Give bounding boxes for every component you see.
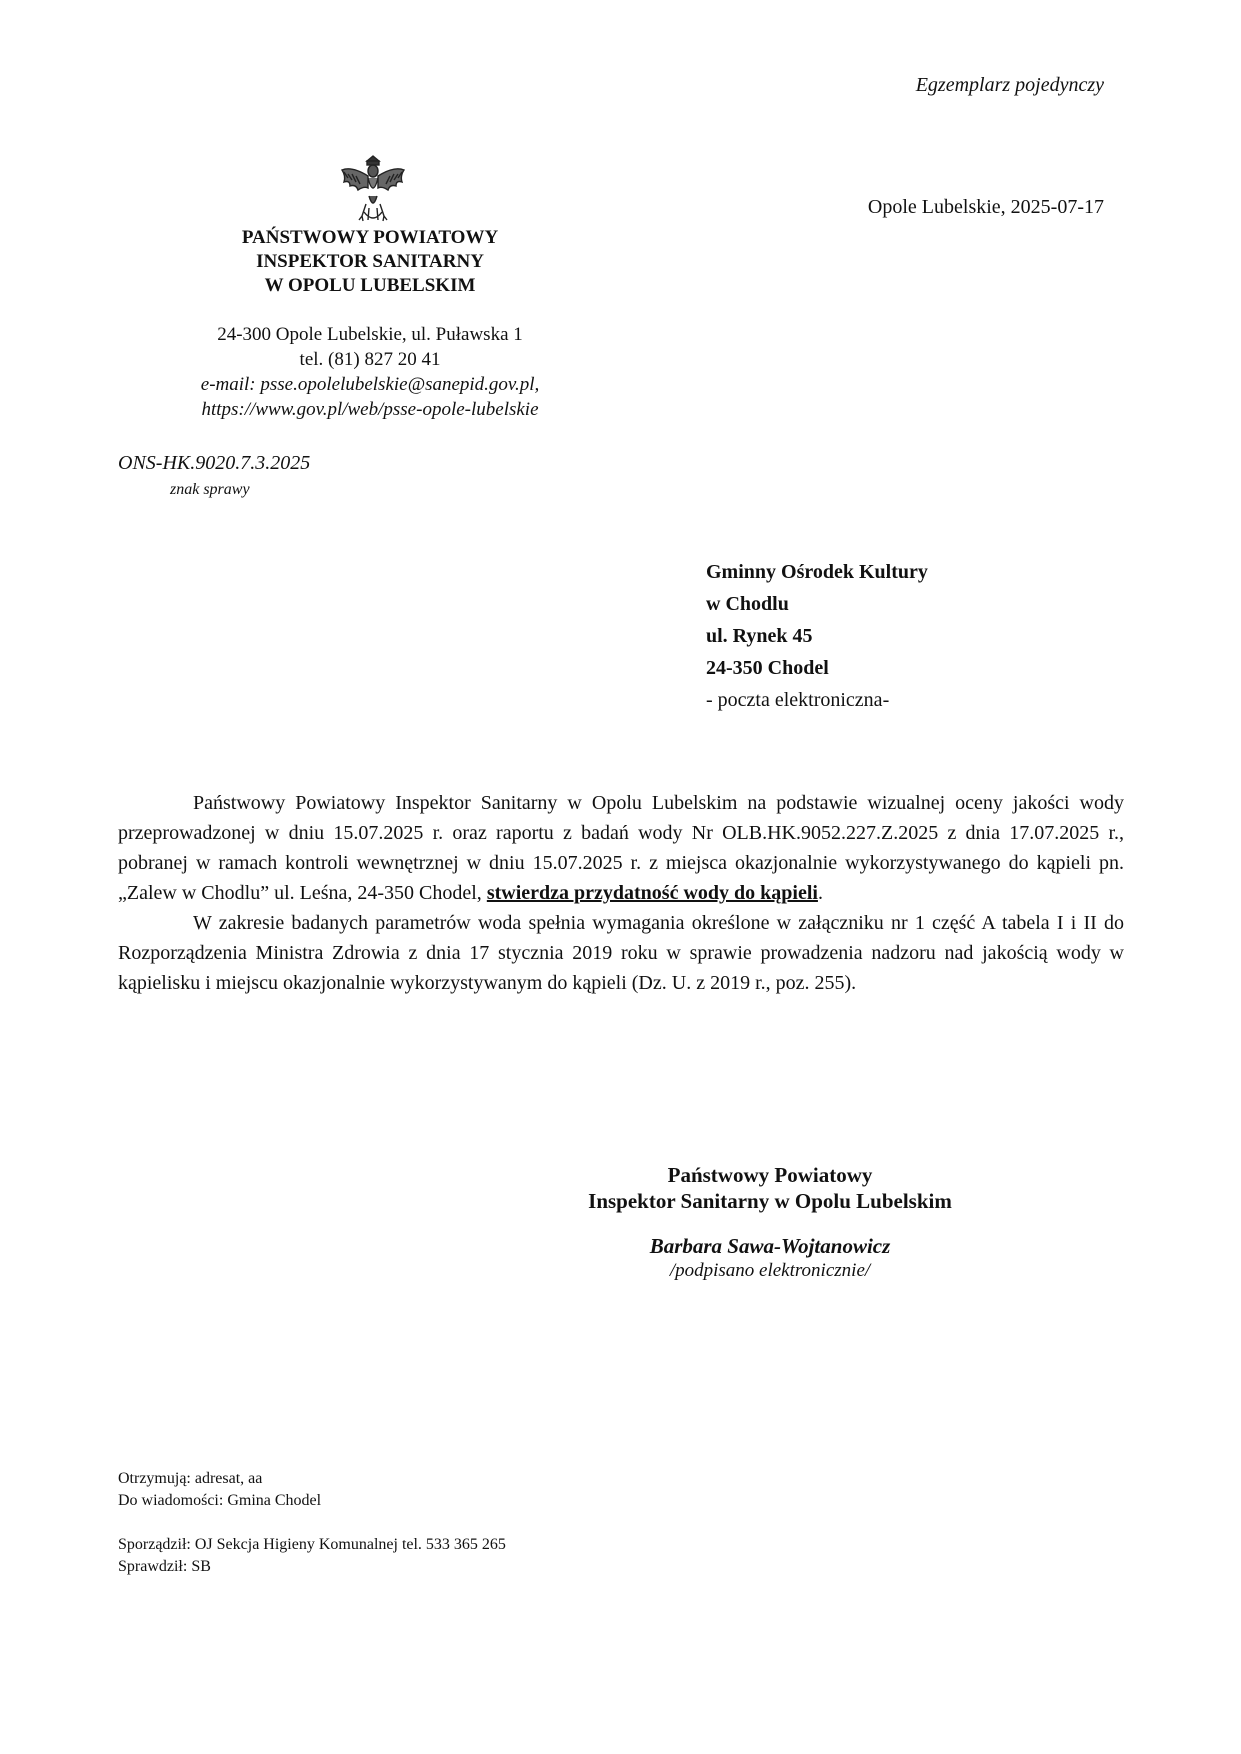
authority-line-3: W OPOLU LUBELSKIM [264,275,476,296]
signature-note: /podpisano elektronicznie/ [669,1260,871,1281]
recipient-block [706,556,928,716]
case-number-label: znak sprawy [170,481,250,498]
recipient-line-2: w Chodlu [706,593,789,615]
recipient-delivery: - poczta elektroniczna- [706,689,890,711]
signature-block [540,1162,1000,1283]
authority-contact [130,322,610,422]
footer-receives: Otrzymują: adresat, aa [118,1470,263,1487]
body-paragraph-1-end: . [817,882,823,904]
authority-header [170,226,570,298]
signature-title-2: Inspektor Sanitarny w Opolu Lubelskim [588,1189,952,1213]
authority-line-1: PAŃSTWOWY POWIATOWY [241,227,499,248]
letter-body [118,788,1124,998]
footer-checked: Sprawdził: SB [118,1558,211,1575]
footer-notes [118,1468,506,1578]
body-paragraph-1-text: Państwowy Powiatowy Inspektor Sanitarny w Opolu Lubelskim na podstawie wizualnej oceny jakości wody przeprowadzonej w dniu 15.07.2025 r. oraz raportu z badań wody Nr OLB.HK.9052.227.Z.2025 z dnia 17.07.2025 r., pobranej w ramach kontroli wewnętrznej w dniu 15.07.2025 r. z miejsca okazjonalnie wykorzystywanego do kąpieli pn. „Zalew w Chodlu” ul. Leśna, 24-350 Chodel, [118,792,1124,904]
recipient-line-4: 24-350 Chodel [706,657,829,679]
footer-cc: Do wiadomości: Gmina Chodel [118,1492,322,1509]
footer-spacer [118,1512,506,1534]
eagle-emblem-svg [338,152,408,226]
signature-title-1: Państwowy Powiatowy [667,1163,873,1187]
recipient-line-3: ul. Rynek 45 [706,625,813,647]
signature-name: Barbara Sawa-Wojtanowicz [649,1234,891,1258]
recipient-line-1: Gminny Ośrodek Kultury [706,561,928,583]
contact-address: 24-300 Opole Lubelskie, ul. Puławska 1 [217,324,523,345]
case-number: ONS-HK.9020.7.3.2025 [118,452,311,474]
footer-prepared: Sporządził: OJ Sekcja Higieny Komunalnej tel. 533 365 265 [118,1536,506,1553]
body-paragraph-1 [118,788,1124,908]
polish-eagle-emblem-icon [338,152,408,226]
body-paragraph-2: W zakresie badanych parametrów woda spełnia wymagania określone w załączniku nr 1 część A tabela I i II do Rozporządzenia Ministra Zdrowia z dnia 17 stycznia 2019 roku w sprawie prowadzenia nadzoru nad jakością wody w kąpielisku i miejscu okazjonalnie wykorzystywanym do kąpieli (Dz. U. z 2019 r., poz. 255). [118,912,1124,994]
copy-note: Egzemplarz pojedynczy [915,74,1104,96]
authority-line-2: INSPEKTOR SANITARNY [256,251,484,272]
body-paragraph-1-emphasis: stwierdza przydatność wody do kąpieli [486,882,818,904]
place-and-date: Opole Lubelskie, 2025-07-17 [867,196,1104,218]
contact-website: https://www.gov.pl/web/psse-opole-lubelskie [201,399,539,420]
contact-phone: tel. (81) 827 20 41 [299,349,441,370]
contact-email: e-mail: psse.opolelubelskie@sanepid.gov.pl, [200,374,540,395]
